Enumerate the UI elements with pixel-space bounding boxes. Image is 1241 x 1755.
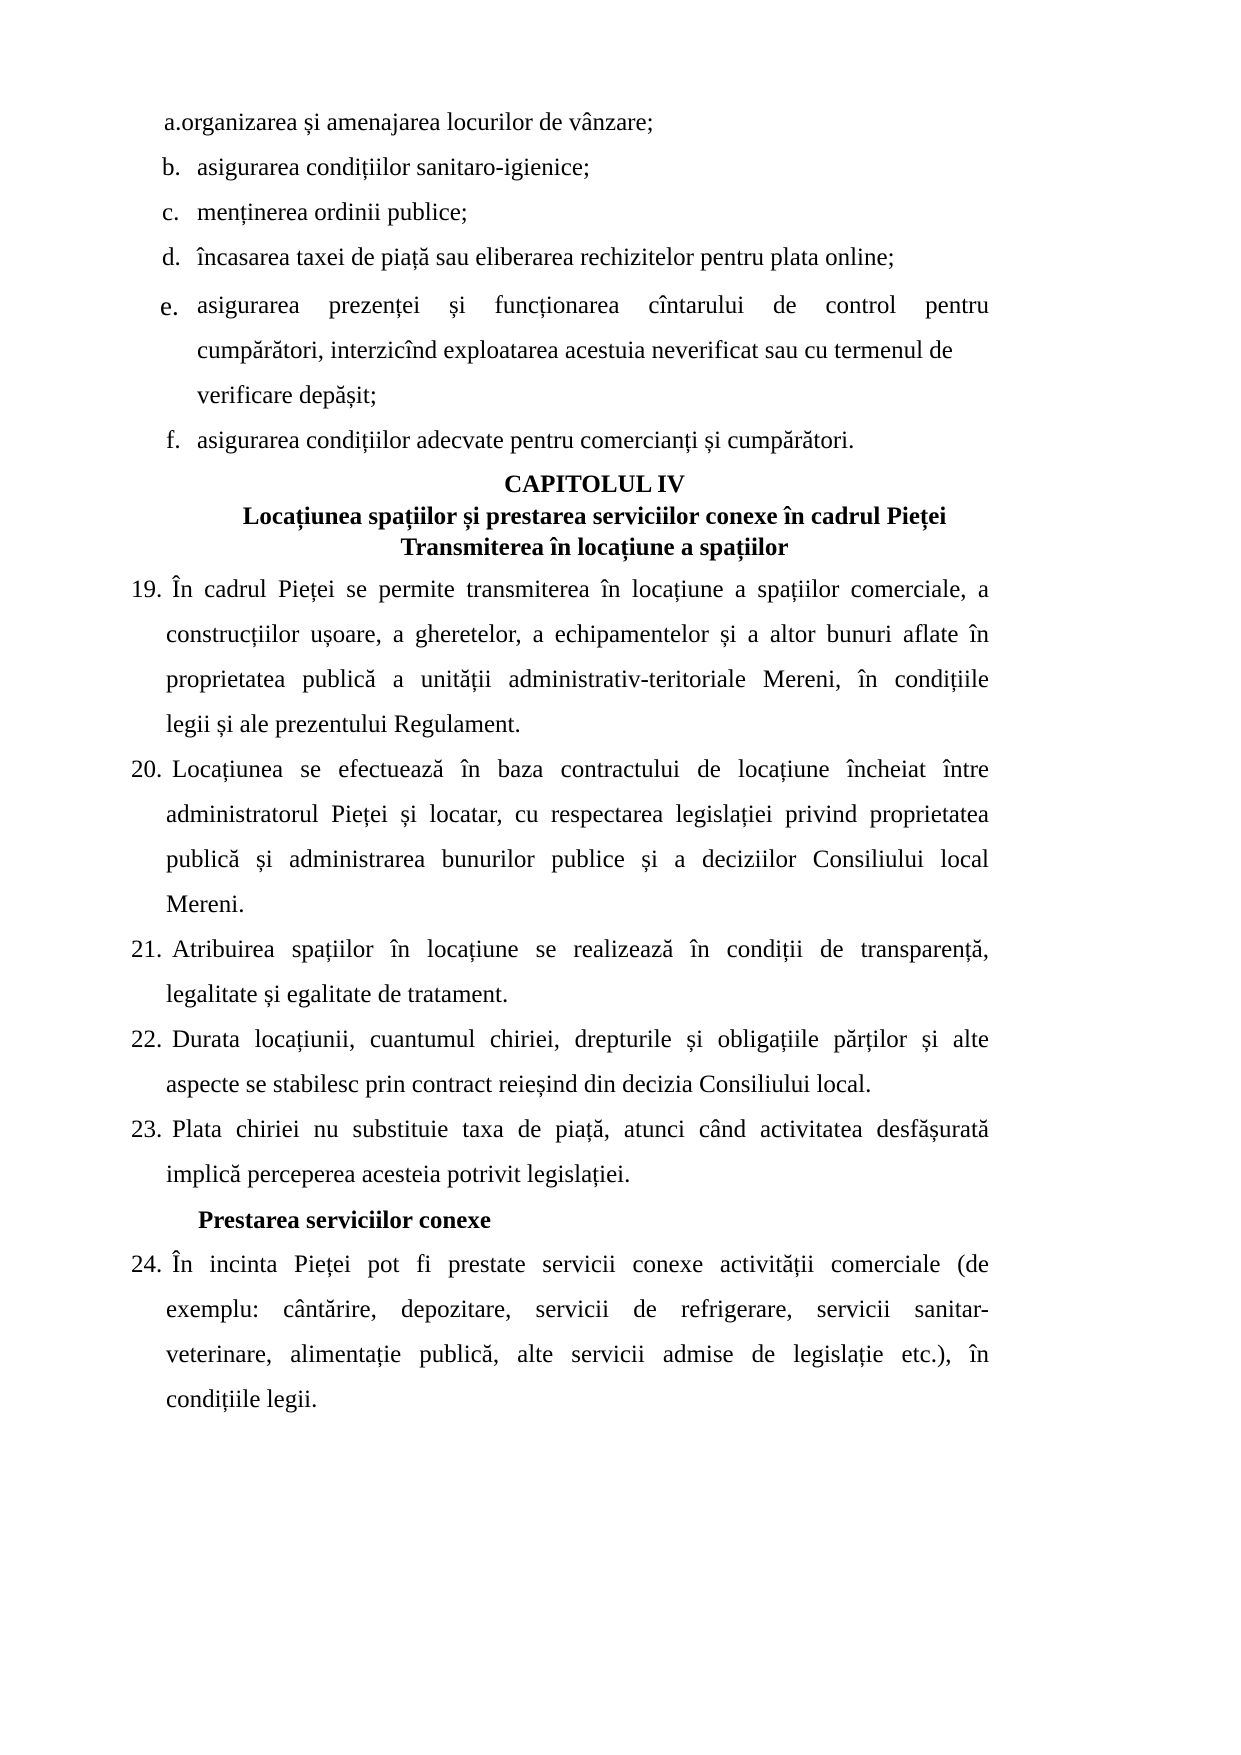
article-19-line-2: construcțiilor ușoare, a gheretelor, a echipamentelor și a altor bunuri aflate în [166,621,989,648]
article-22-line-1: Durata locațiunii, cuantumul chiriei, drepturile și obligațiile părților și alte [172,1026,989,1053]
article-23-line-1: Plata chiriei nu substituie taxa de piață, atunci când activitatea desfășurată [172,1116,989,1143]
list-item-d: încasarea taxei de piață sau eliberarea rechizitelor pentru plata online; [197,244,895,271]
list-item-c: menținerea ordinii publice; [197,199,468,226]
article-22-line-2: aspecte se stabilesc prin contract reieșind din decizia Consiliului local. [166,1071,872,1098]
article-24-line-1: În incinta Pieței pot fi prestate servicii conexe activității comerciale (de [172,1251,989,1278]
article-23-line-2: implică perceperea acesteia potrivit legislației. [166,1161,631,1188]
list-item-e-line-2: cumpărători, interzicînd exploatarea acestuia neverificat sau cu termenul de [197,337,953,364]
list-item-b: asigurarea condițiilor sanitaro-igienice; [197,154,590,181]
list-item-e-line-1: asigurarea prezenței și funcționarea cîntarului de control pentru [197,292,989,319]
article-number-24: 24. [131,1251,163,1278]
article-number-23: 23. [131,1116,163,1143]
list-text: organizarea și amenajarea locurilor de vânzare; [181,109,654,136]
article-24-line-2: exemplu: cântărire, depozitare, servicii de refrigerare, servicii sanitar- [166,1296,989,1323]
article-number-21: 21. [131,936,163,963]
chapter-number: CAPITOLUL IV [504,471,685,498]
article-20-line-3: publică și administrarea bunurilor publice și a deciziilor Consiliului local [166,846,989,873]
article-19-line-3: proprietatea publică a unității administrativ-teritoriale Mereni, în condițiile [166,666,989,693]
article-20-line-2: administratorul Pieței și locatar, cu respectarea legislației privind proprietatea [166,801,989,828]
article-20-line-4: Mereni. [166,891,245,918]
section-heading: Prestarea serviciilor conexe [198,1207,491,1234]
chapter-title: Locațiunea spațiilor și prestarea serviciilor conexe în cadrul Pieței [242,503,947,530]
list-item-a [164,108,654,138]
article-19-line-4: legii și ale prezentului Regulament. [166,711,521,738]
article-21-line-1: Atribuirea spațiilor în locațiune se realizează în condiții de transparență, [172,936,989,963]
list-marker: a. [164,109,182,136]
list-marker-c: c. [162,199,180,226]
chapter-subtitle: Transmiterea în locațiune a spațiilor [400,534,789,561]
list-marker-f: f. [166,427,181,454]
article-19-line-1: În cadrul Pieței se permite transmiterea în locațiune a spațiilor comerciale, a [172,576,989,603]
article-24-line-4: condițiile legii. [166,1386,318,1413]
list-marker-d: d. [162,244,181,271]
article-number-22: 22. [131,1026,163,1053]
list-marker-b: b. [162,154,181,181]
article-21-line-2: legalitate și egalitate de tratament. [166,981,509,1008]
article-number-20: 20. [131,756,163,783]
list-item-f: asigurarea condițiilor adecvate pentru comercianți și cumpărători. [197,427,855,454]
article-20-line-1: Locațiunea se efectuează în baza contractului de locațiune încheiat între [172,756,989,783]
article-24-line-3: veterinare, alimentație publică, alte servicii admise de legislație etc.), în [166,1341,989,1368]
article-number-19: 19. [131,576,163,603]
list-item-e-line-3: verificare depășit; [197,382,377,409]
list-marker-e: e. [160,291,179,321]
